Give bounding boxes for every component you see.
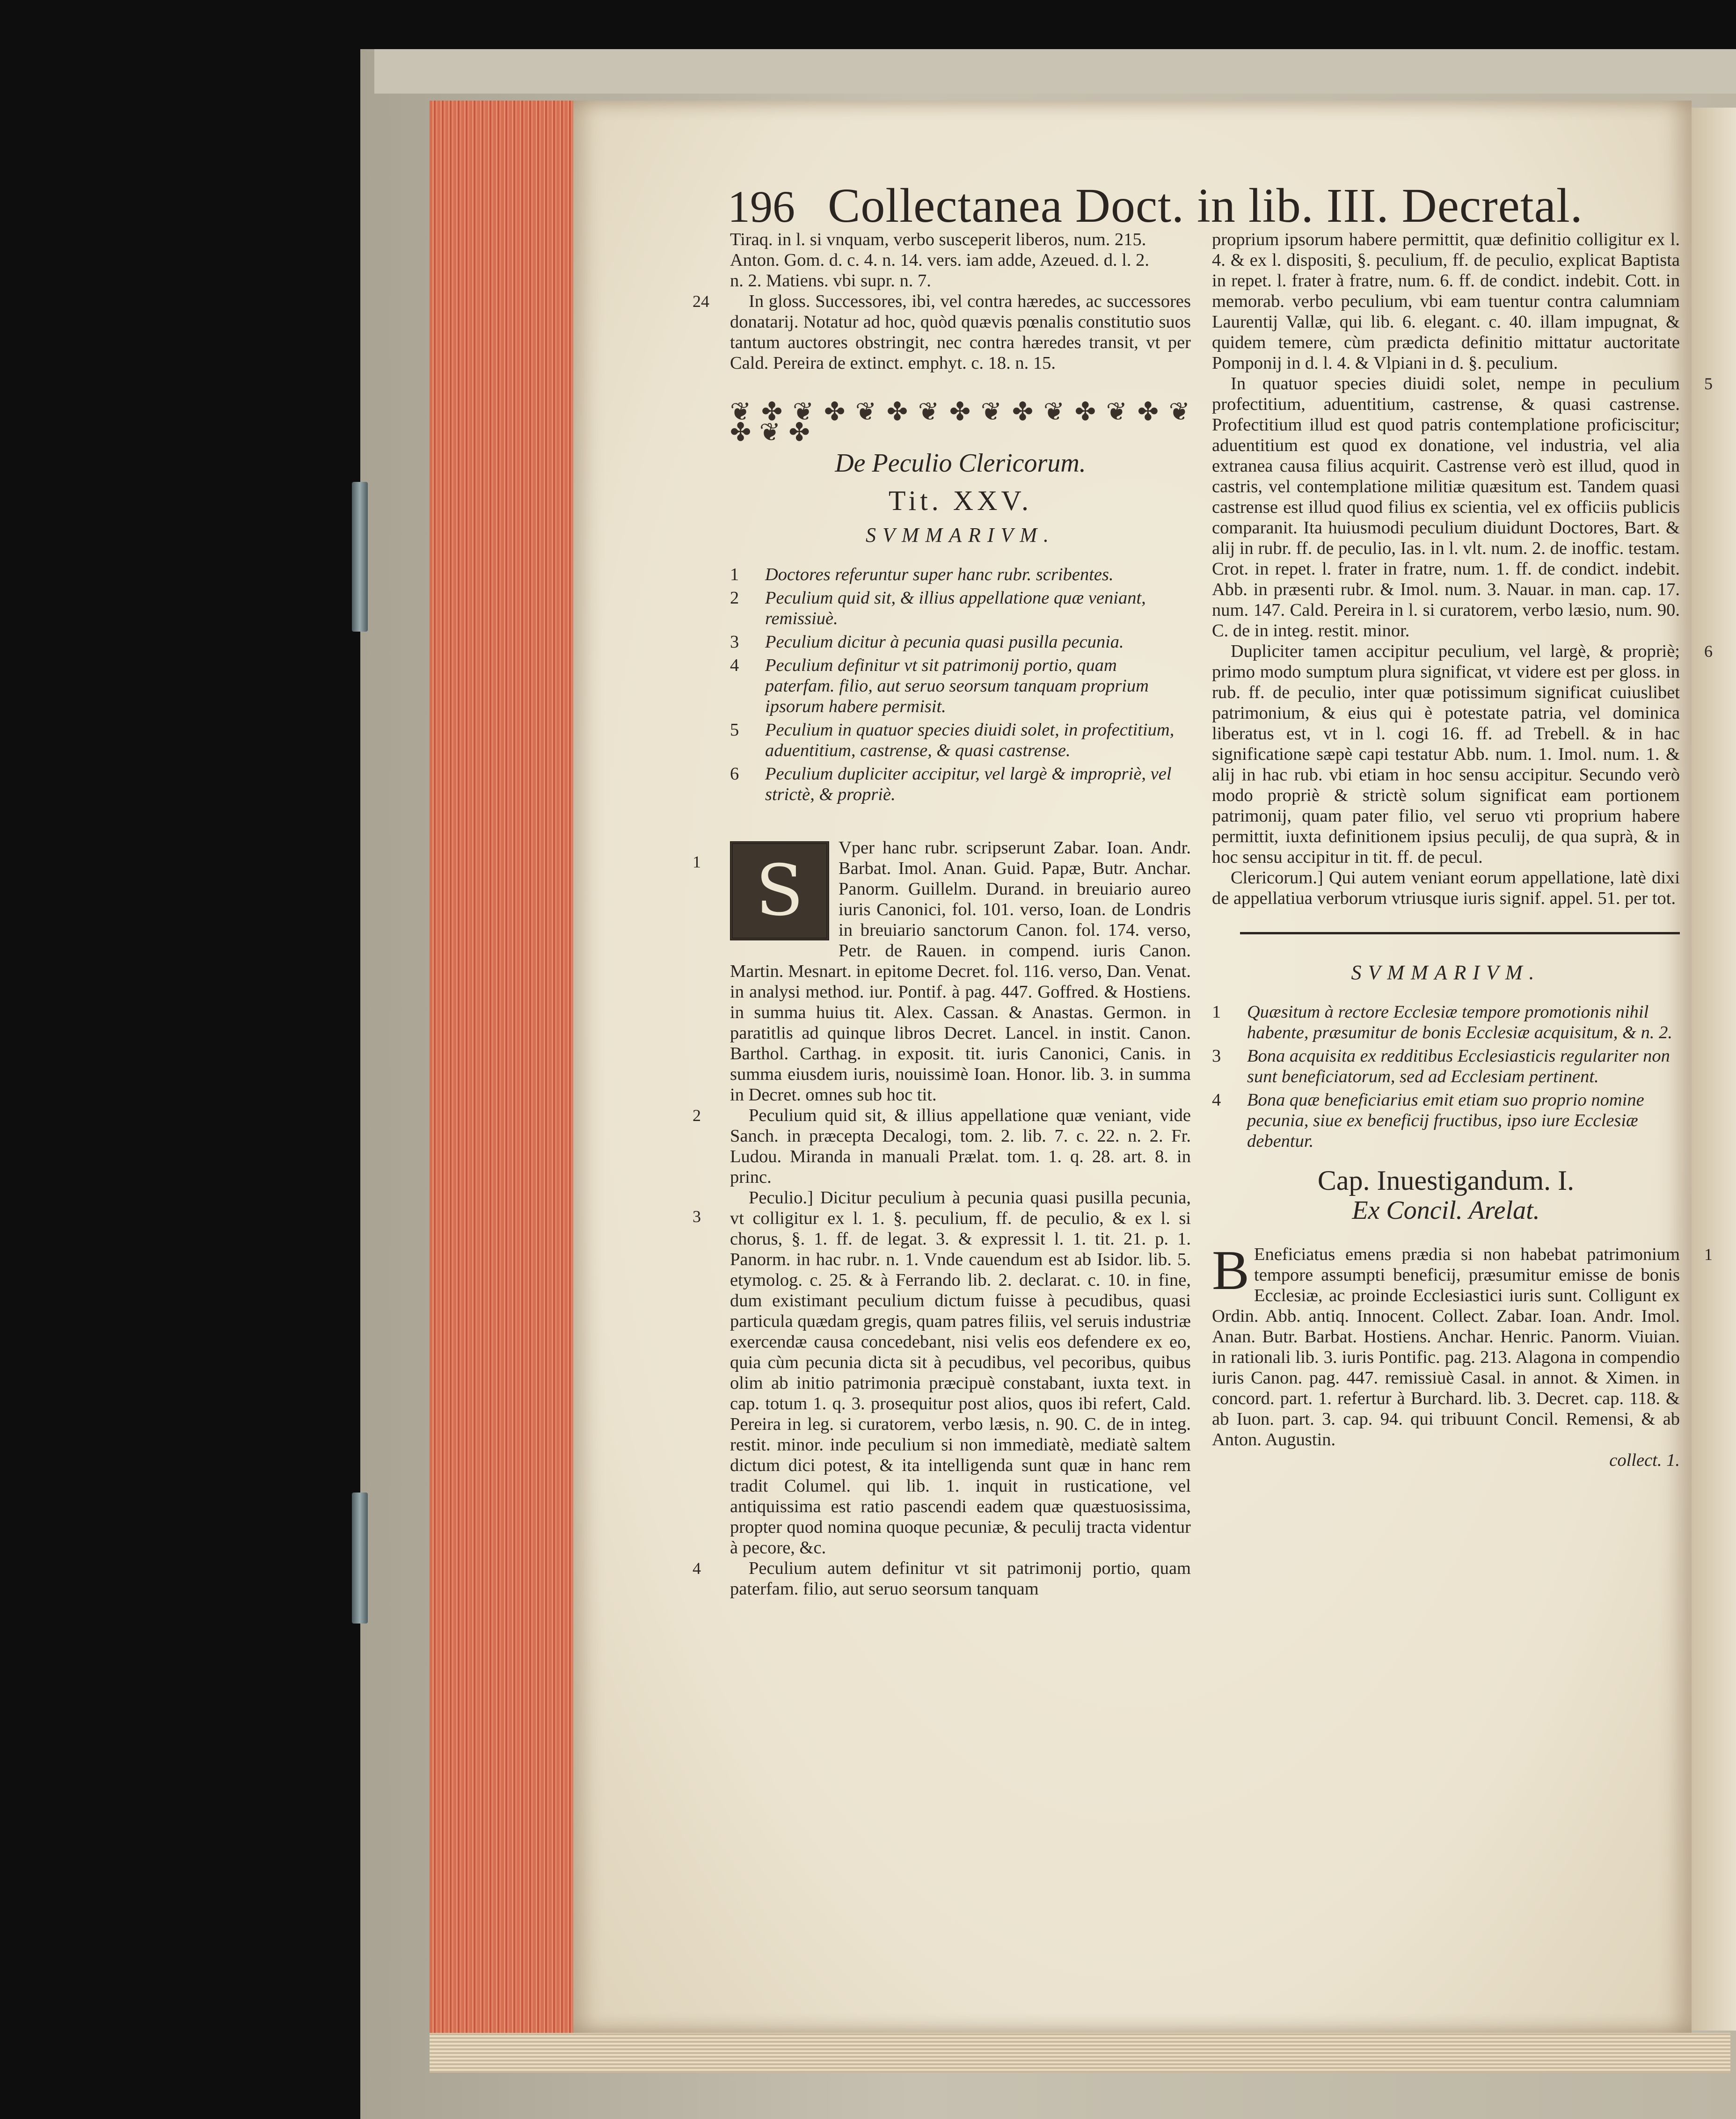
- clasp-lower: [352, 1493, 368, 1624]
- bottom-page-edges: [430, 2033, 1730, 2073]
- ornament-band: ❦ ✤ ❦ ✤ ❦ ✤ ❦ ✤ ❦ ✤ ❦ ✤ ❦ ✤ ❦ ✤ ❦ ✤: [730, 398, 1191, 446]
- red-page-edges: [430, 101, 577, 2033]
- chapter-title: Cap. Inuestigandum. I.: [1317, 1165, 1575, 1196]
- catchword: collect. 1.: [1609, 1450, 1680, 1470]
- decorated-initial: S: [730, 841, 829, 940]
- summary-list: [730, 564, 1191, 805]
- paragraph-5: In quatuor species diuidi solet, nempe in peculium profectitium, aduentitium, castrense, & quasi castrense. Profectitium illud est quod patris contemplatione proficiscitur; aduentitium est quod ex donatione, vel industria, vel alia extranea causa filius acquirit. Castrense verò est illud, quod in castris, vel contemplatione militiæ quæsitum est. Tandem quasi castrense est illud quod filius ex scientia, vel ex officiis publicis comparanit. Ita huiusmodi peculium diuidunt Doctores, Bart. & alij in rubr. ff. de peculio, Ias. in l. vlt. num. 2. de inoffic. testam. Crot. in repet. l. frater in fratre, num. 1. ff. de condict. indebit. Abb. in præsenti rubr. & Imol. num. 3. Nauar. in man. cap. 17. num. 147. Cald. Pereira in l. si curatorem, verbo læsio, num. 90. C. de in integ. restit. minor.: [1212, 374, 1680, 641]
- paragraph-4-continued: proprium ipsorum habere permittit, quæ definitio colligitur ex l. 4. & ex l. dispositi, §. peculium, ff. de peculio, explicat Baptista in repet. l. frater à fratre, num. 6. ff. de condict. indebit. Cott. in memorab. verbo peculium, vbi eam tuentur contra calumniam Laurentij Vallæ, qui lib. 6. elegant. c. 40. illam impugnat, & quidem temere, cùm prædicta definitio mittatur auctoritate Pomponij in d. l. 4. & Vlpiani in d. §. peculium.: [1212, 230, 1680, 373]
- title-number: Tit. XXV.: [888, 485, 1033, 516]
- paragraph-24: In gloss. Successores, ibi, vel contra hæredes, ac successores donatarij. Notatur ad hoc, quòd quævis pœnalis constitutio suos tantum auctores obstringit, nec contra hæredes transit, vt per Cald. Pereira de extinct. emphyt. c. 18. n. 15.: [730, 291, 1191, 373]
- summary-number: 3: [730, 632, 739, 652]
- summary-list: [1212, 1002, 1680, 1151]
- margin-number: 24: [693, 292, 709, 311]
- summary-text: Bona acquisita ex redditibus Ecclesiasticis regulariter non sunt beneficiatorum, sed ad Ecclesiam pertinent.: [1247, 1046, 1670, 1086]
- summary-item: [1212, 1046, 1680, 1087]
- left-column: [693, 229, 1191, 1599]
- opening-line: Tiraq. in l. si vnquam, verbo susceperit liberos, num. 215.: [730, 230, 1146, 249]
- summarium-heading: SVMMARIVM.: [1351, 961, 1541, 984]
- paragraph-4: Peculium autem definitur vt sit patrimonij portio, quam paterfam. filio, aut seruo seorsum tanquam: [730, 1558, 1191, 1599]
- summary-text: Peculium in quatuor species diuidi solet, in profectitium, aduentitium, castrense, & quasi castrense.: [765, 720, 1174, 760]
- summary-item: [730, 564, 1191, 585]
- right-column: [1212, 229, 1713, 1471]
- summary-item: [730, 632, 1191, 652]
- summary-text: Peculium dicitur à pecunia quasi pusilla pecunia.: [765, 632, 1124, 652]
- paragraph-6: Dupliciter tamen accipitur peculium, vel largè, & propriè; primo modo sumptum plura significat, vt videre est per gloss. in rub. ff. de peculio, inter quæ potissimum significat cuiuslibet patrimonium, & eius qui è potestate patria, vel dominica liberatus est, vt in l. cogi 16. ff. ad Trebell. & in hac significatione sæpè capi testatur Abb. num. 1. Imol. num. 1. & alij in hac rub. vbi etiam in hoc sensu accipitur. Secundo verò modo propriè & strictè solum significat eam portionem patrimonij, quam pater filio, vel seruo vti proprium habere permittit, iuxta definitionem ipsius peculij, de qua suprà, & in hoc sensu accipitur in tit. ff. de pecul.: [1212, 641, 1680, 867]
- summary-number: 3: [1212, 1046, 1221, 1066]
- page-number: 196: [728, 182, 795, 232]
- summary-item: [730, 655, 1191, 717]
- summary-item: [730, 764, 1191, 805]
- summary-text: Peculium quid sit, & illius appellatione quæ veniant, remissiuè.: [765, 588, 1146, 628]
- clasp-upper: [352, 482, 368, 632]
- chapter-source: Ex Concil. Arelat.: [1352, 1196, 1540, 1225]
- summary-number: 5: [730, 720, 739, 740]
- running-head: Collectanea Doct. in lib. III. Decretal.: [828, 179, 1583, 233]
- opening-line: Anton. Gom. d. c. 4. n. 14. vers. iam adde, Azeued. d. l. 2.: [730, 250, 1150, 270]
- margin-number: 2: [693, 1106, 701, 1125]
- summary-number: 2: [730, 588, 739, 608]
- summary-item: [730, 720, 1191, 761]
- summary-item: [730, 588, 1191, 629]
- paragraph-2: Peculium quid sit, & illius appellatione quæ veniant, vide Sanch. in præcepta Decalogi, tom. 2. lib. 7. c. 22. n. 2. Fr. Ludou. Miranda in manuali Prælat. tom. 1. q. 28. art. 8. in princ.: [730, 1106, 1191, 1187]
- summary-text: Peculium definitur vt sit patrimonij portio, quam paterfam. filio, aut seruo seorsum tanquam proprium ipsorum habere permisit.: [765, 655, 1149, 716]
- summary-number: 1: [730, 565, 739, 584]
- paragraph-3: Peculio.] Dicitur peculium à pecunia quasi pusilla pecunia, vt colligitur ex l. 1. §. peculium, ff. de peculio, & ex l. si chorus, §. 1. ff. de legat. 3. & expressit l. 1. tit. 21. p. 1. Panorm. in hac rubr. n. 1. Vnde cauendum est ab Isidor. lib. 5. etymolog. c. 25. & à Ferrando lib. 2. declarat. c. 10. in fine, dum existimant peculium dictum fuisse à pecudibus, quasi particula quædam gregis, quam patres filiis, vel seruis industriæ exercendæ causa concedebant, nisi velis eos defendere ex eo, quia cùm pecunia dicta sit à pecudibus, vel pecoribus, quibus olim ab initio patrimonia præcipuè constabant, iuxta text. in cap. totum 1. q. 3. prosequitur post alios, quos ibi refert, Cald. Pereira in leg. si curatorem, verbo læsis, n. 90. C. de in integ. restit. minor. inde peculium si non immediatè, mediatè saltem dictum dici potest, & ita intelligenda sunt quæ in hanc rem tradit Columel. qui lib. 1. inquit in rusticatione, vel antiquissima est ratio pascendi eadem quæ quæstuosissima, propter quod nomina quoque pecuniæ, & peculij tracta videntur à pecore, &c.: [730, 1188, 1191, 1558]
- section-title: De Peculio Clericorum.: [835, 449, 1086, 478]
- body-text: [693, 837, 1191, 1599]
- margin-number: 6: [1704, 642, 1713, 661]
- opening-line: n. 2. Matiens. vbi supr. n. 7.: [730, 271, 931, 291]
- summary-text: Bona quæ beneficiarius emit etiam suo proprio nomine pecunia, siue ex beneficij fructibus, ipso iure Ecclesiæ debentur.: [1247, 1090, 1644, 1151]
- summary-item: [1212, 1090, 1680, 1151]
- summary-number: 4: [730, 655, 739, 675]
- chapter-initial: B: [1212, 1239, 1250, 1301]
- paragraph-clericorum: Clericorum.] Qui autem veniant eorum appellatione, latè dixi de appellatiua verborum vtriusque iuris signif. appel. 51. per tot.: [1212, 868, 1680, 908]
- summary-number: 4: [1212, 1090, 1221, 1110]
- margin-number: 1: [693, 852, 701, 871]
- chapter-text: Eneficiatus emens prædia si non habebat patrimonium tempore assumpti beneficij, præsumitur emisse de bonis Ecclesiæ, ac proinde Ecclesiastici iuris sunt. Colligunt ex Ordin. Abb. antiq. Innocent. Collect. Zabar. Ioan. Andr. Imol. Anan. Butr. Barbat. Hostiens. Anchar. Henric. Panorm. Viuian. in rationali lib. 3. iuris Pontific. pag. 213. Alagona in compendio iuris Canon. pag. 447. remissiuè Casal. in annot. & Ximen. in concord. part. 1. refertur à Burchard. lib. 3. Decret. cap. 118. & ab Iuon. part. 3. cap. 94. qui tribuunt Concil. Remensi, & ab Anton. Augustin.: [1212, 1245, 1680, 1449]
- book-cover-top: [374, 49, 1736, 94]
- paragraph-1: Vper hanc rubr. scripserunt Zabar. Ioan. Andr. Barbat. Imol. Anan. Guid. Papæ, Butr. Anchar. Panorm. Guillelm. Durand. in breuiario aureo iuris Canonici, fol. 101. verso, Ioan. de Londris in breuiario sanctorum Canon. fol. 174. verso, Petr. de Rauen. in compend. iuris Canon. Martin. Mesnart. in epitome Decret. fol. 116. verso, Dan. Venat. in analysi method. iur. Pontif. à pag. 447. Goffred. & Hostiens. in summa huius tit. Alex. Cassan. & Anastas. Germon. in paratitlis ad quinque libros Decret. Lancel. in instit. Canon. Barthol. Carthag. in exposit. tit. iuris Canonici, Canis. in summa eiusdem iuris, nouissimè Ioan. Honor. lib. 3. in summa in Decret. omnes sub hoc tit.: [730, 838, 1191, 1105]
- page-header: [728, 178, 1598, 233]
- summary-number: 6: [730, 764, 739, 784]
- summarium-heading: SVMMARIVM.: [865, 524, 1056, 546]
- margin-number: 5: [1704, 374, 1713, 393]
- summary-number: 1: [1212, 1002, 1221, 1022]
- facing-page-sliver: [1685, 108, 1736, 2031]
- margin-number: 4: [693, 1559, 701, 1578]
- summary-item: [1212, 1002, 1680, 1043]
- horizontal-rule: [1240, 932, 1680, 934]
- summary-text: Doctores referuntur super hanc rubr. scribentes.: [765, 565, 1114, 584]
- summary-text: Peculium dupliciter accipitur, vel largè & impropriè, vel strictè, & propriè.: [765, 764, 1172, 804]
- margin-number: 3: [693, 1207, 701, 1226]
- summary-text: Quæsitum à rectore Ecclesiæ tempore promotionis nihil habente, præsumitur de bonis Ecclesiæ acquisitum, & n. 2.: [1247, 1002, 1672, 1042]
- margin-number: 1: [1704, 1245, 1713, 1264]
